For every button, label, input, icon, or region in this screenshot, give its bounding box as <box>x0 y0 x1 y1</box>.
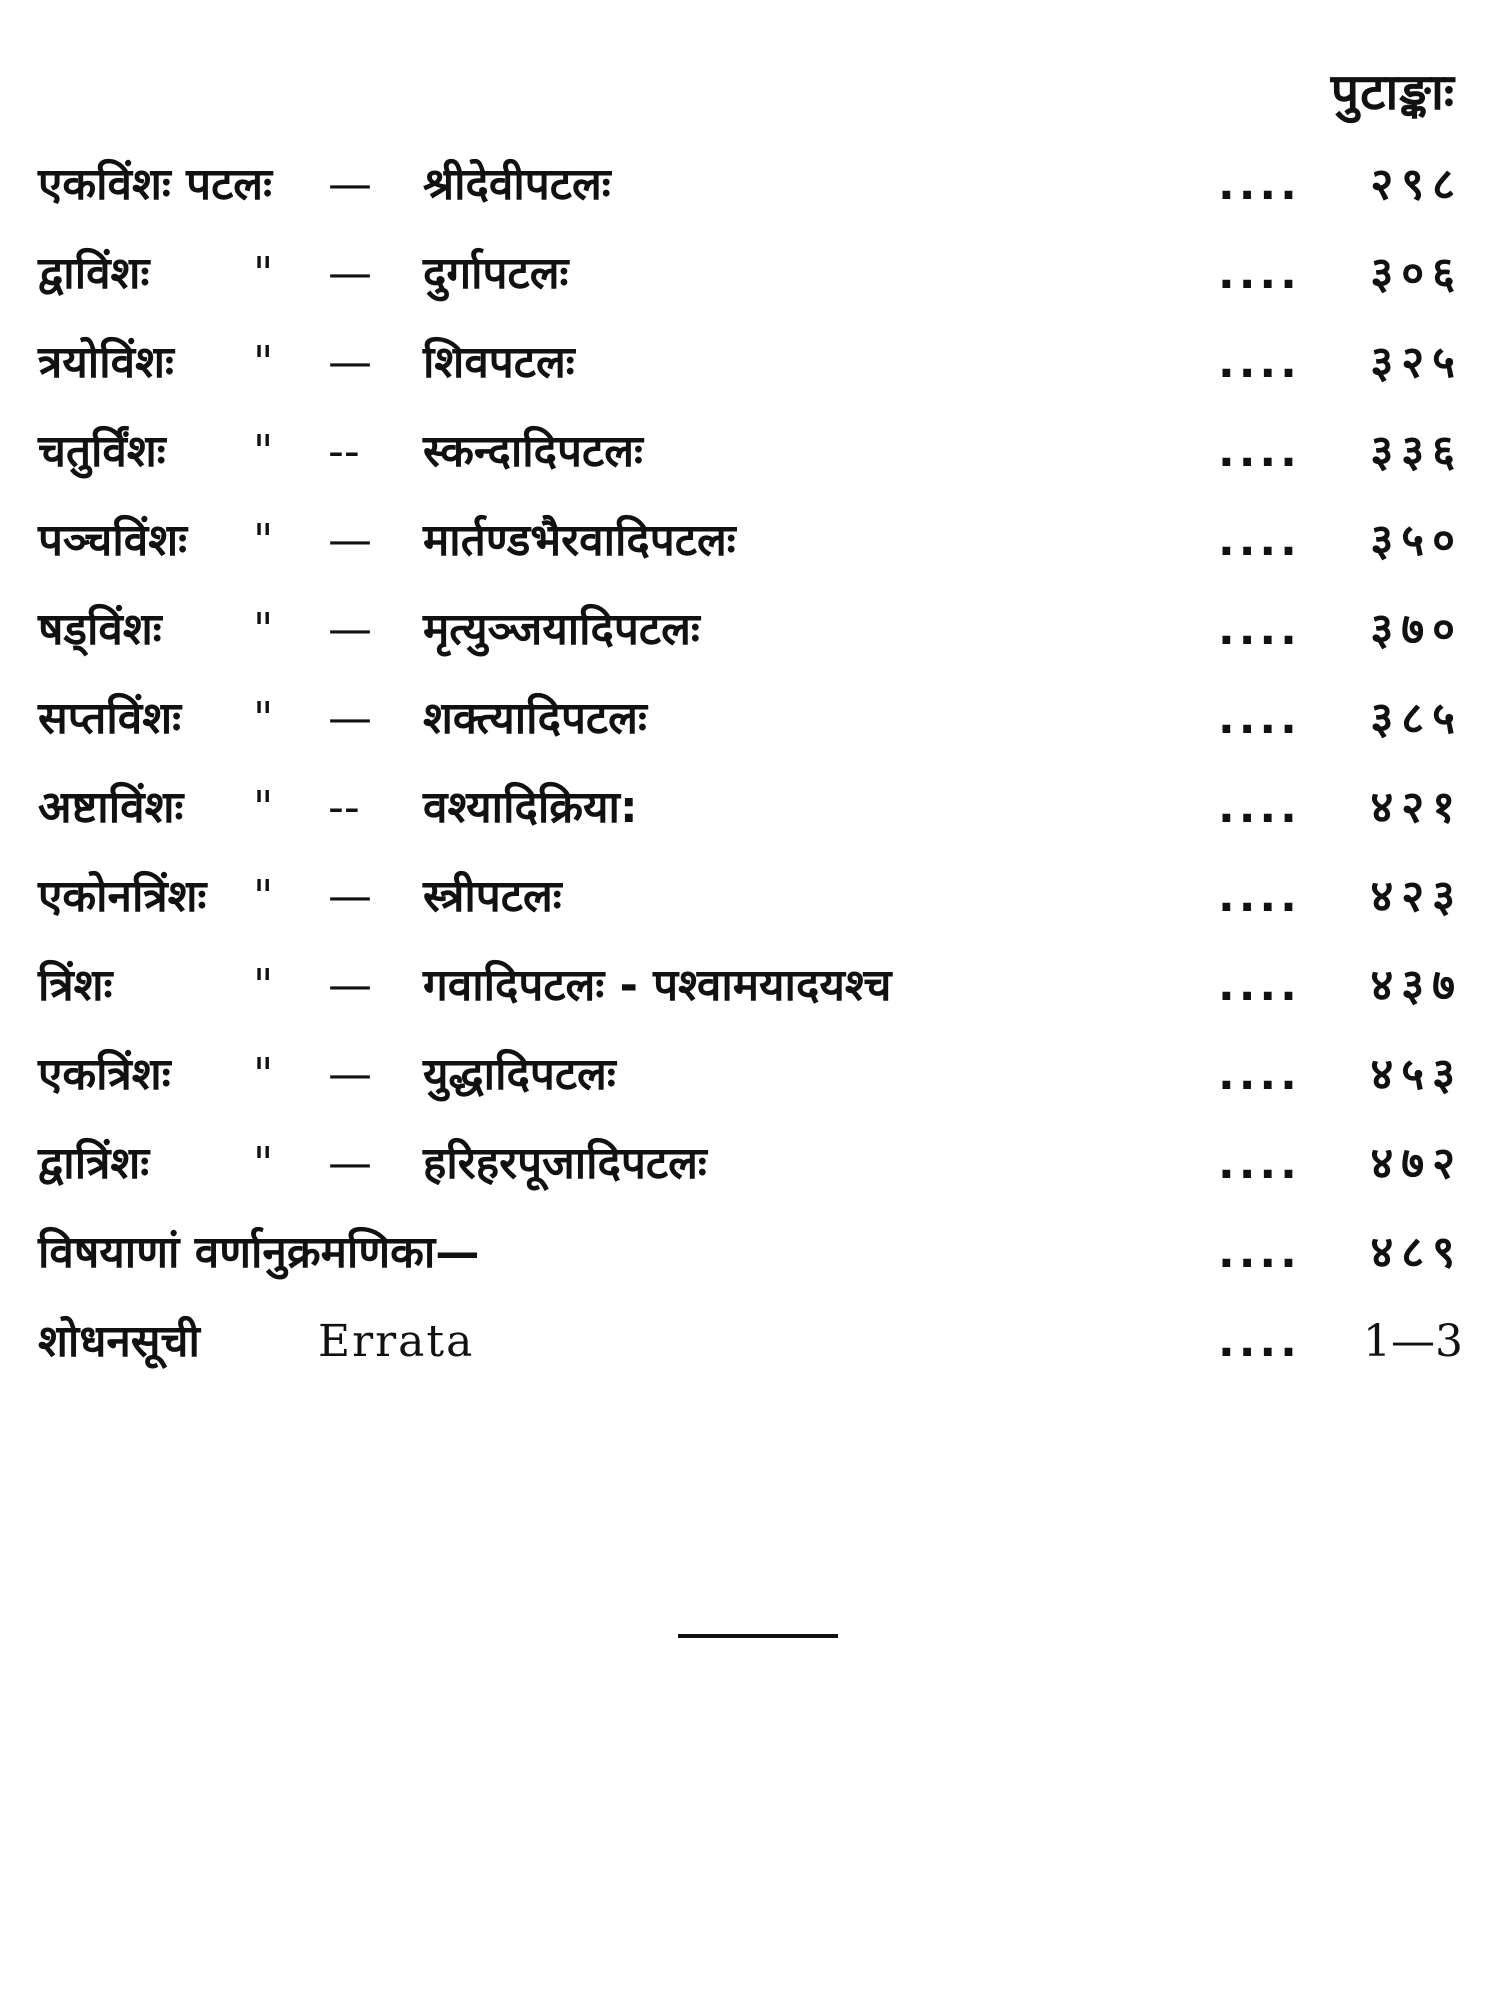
toc-chapter-label: चतुर्विंशः <box>38 426 166 477</box>
toc-dot-leader: .... <box>1218 248 1301 299</box>
toc-page-number: ४२१ <box>1370 782 1463 833</box>
toc-dash: — <box>328 515 372 566</box>
toc-chapter-title: स्कन्दादिपटलः <box>423 426 643 477</box>
toc-row <box>38 1119 1463 1208</box>
toc-dot-leader: .... <box>1218 960 1301 1011</box>
toc-row <box>38 674 1463 763</box>
toc-dash: — <box>328 693 372 744</box>
toc-chapter-title: हरिहरपूजादिपटलः <box>423 1138 707 1189</box>
toc-chapter-label: सप्तविंशः <box>38 693 182 744</box>
toc-ditto-mark: " <box>253 248 274 299</box>
toc-page-number: ३०६ <box>1370 248 1463 299</box>
toc-page-number: ३२५ <box>1370 337 1463 388</box>
toc-page-number: ४७२ <box>1370 1138 1463 1189</box>
toc-row <box>38 407 1463 496</box>
page-numbers-heading: पुटाङ्काः <box>1330 63 1455 121</box>
toc-dot-leader: .... <box>1218 1316 1301 1367</box>
toc-row <box>38 1208 1463 1297</box>
toc-dot-leader: .... <box>1218 426 1301 477</box>
toc-page-number: ४२३ <box>1370 871 1463 922</box>
toc-ditto-mark: " <box>253 337 274 388</box>
toc-ditto-mark: " <box>253 871 274 922</box>
toc-chapter-label: षड्विंशः <box>38 604 162 655</box>
toc-row <box>38 941 1463 1030</box>
toc-dash: — <box>328 960 372 1011</box>
toc-dot-leader: .... <box>1218 1049 1301 1100</box>
toc-dot-leader: .... <box>1218 515 1301 566</box>
toc-chapter-title: शक्त्यादिपटलः <box>423 693 647 744</box>
end-rule-divider <box>678 1634 838 1638</box>
toc-row <box>38 585 1463 674</box>
toc-row <box>38 496 1463 585</box>
toc-row <box>38 852 1463 941</box>
toc-chapter-label: एकविंशः पटलः <box>38 159 272 210</box>
toc-chapter-title: स्त्रीपटलः <box>423 871 562 922</box>
toc-ditto-mark: " <box>253 426 274 477</box>
toc-chapter-title: Errata <box>318 1316 475 1367</box>
toc-row <box>38 763 1463 852</box>
toc-page-number: २९८ <box>1370 159 1463 210</box>
toc-dash: -- <box>328 782 360 833</box>
toc-ditto-mark: " <box>253 960 274 1011</box>
toc-dot-leader: .... <box>1218 159 1301 210</box>
toc-dash: — <box>328 159 372 210</box>
toc-chapter-label: एकोनत्रिंशः <box>38 871 207 922</box>
toc-page-number: ३८५ <box>1370 693 1463 744</box>
toc-ditto-mark: " <box>253 1049 274 1100</box>
toc-chapter-label: अष्टाविंशः <box>38 782 184 833</box>
toc-dot-leader: .... <box>1218 337 1301 388</box>
toc-dot-leader: .... <box>1218 1227 1301 1278</box>
toc-chapter-label: शोधनसूची <box>38 1316 200 1367</box>
toc-ditto-mark: " <box>253 1138 274 1189</box>
toc-chapter-title: शिवपटलः <box>423 337 575 388</box>
toc-chapter-title: मार्तण्डभैरवादिपटलः <box>423 515 736 566</box>
toc-chapter-title: दुर्गापटलः <box>423 248 569 299</box>
toc-ditto-mark: " <box>253 604 274 655</box>
toc-dash: — <box>328 337 372 388</box>
toc-ditto-mark: " <box>253 515 274 566</box>
toc-dash: — <box>328 1049 372 1100</box>
table-of-contents <box>38 140 1463 1386</box>
toc-chapter-label: द्वाविंशः <box>38 248 150 299</box>
toc-chapter-title: युद्धादिपटलः <box>423 1049 616 1100</box>
toc-dot-leader: .... <box>1218 782 1301 833</box>
toc-chapter-label: पञ्चविंशः <box>38 515 188 566</box>
toc-page-number: ४८९ <box>1370 1227 1463 1278</box>
toc-page-number: ३३६ <box>1370 426 1463 477</box>
toc-row <box>38 1297 1463 1386</box>
toc-dot-leader: .... <box>1218 604 1301 655</box>
toc-chapter-title: मृत्युञ्जयादिपटलः <box>423 604 700 655</box>
toc-chapter-label: विषयाणां वर्णानुक्रमणिका— <box>38 1227 480 1278</box>
toc-dash: — <box>328 604 372 655</box>
toc-chapter-label: त्रयोविंशः <box>38 337 174 388</box>
toc-row <box>38 229 1463 318</box>
toc-page-number: 1—3 <box>1363 1316 1463 1367</box>
toc-dash: — <box>328 1138 372 1189</box>
toc-row <box>38 140 1463 229</box>
toc-chapter-label: त्रिंशः <box>38 960 113 1011</box>
toc-chapter-title: श्रीदेवीपटलः <box>423 159 611 210</box>
toc-dot-leader: .... <box>1218 871 1301 922</box>
toc-dot-leader: .... <box>1218 1138 1301 1189</box>
toc-ditto-mark: " <box>253 782 274 833</box>
toc-page-number: ३७० <box>1370 604 1463 655</box>
toc-dash: — <box>328 871 372 922</box>
toc-row <box>38 1030 1463 1119</box>
toc-chapter-label: द्वात्रिंशः <box>38 1138 150 1189</box>
toc-row <box>38 318 1463 407</box>
toc-page-number: ४५३ <box>1370 1049 1463 1100</box>
toc-dash: — <box>328 248 372 299</box>
toc-page-number: ३५० <box>1370 515 1463 566</box>
toc-dot-leader: .... <box>1218 693 1301 744</box>
toc-chapter-title: वश्यादिक्रिया: <box>423 782 638 833</box>
toc-chapter-label: एकत्रिंशः <box>38 1049 171 1100</box>
toc-chapter-title: गवादिपटलः - पश्वामयादयश्च <box>423 960 892 1011</box>
toc-ditto-mark: " <box>253 693 274 744</box>
toc-dash: -- <box>328 426 360 477</box>
toc-page-number: ४३७ <box>1370 960 1463 1011</box>
